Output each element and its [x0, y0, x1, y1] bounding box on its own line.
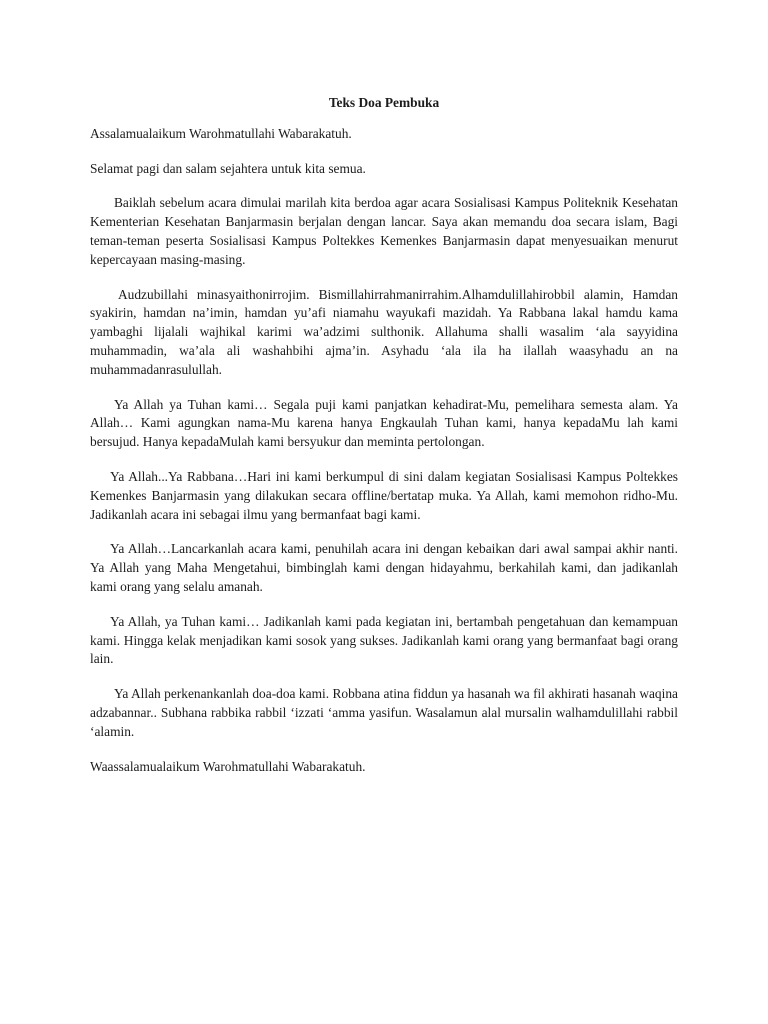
document-body — [90, 94, 678, 792]
paragraph-gathering: Ya Allah...Ya Rabbana…Hari ini kami berkumpul di sini dalam kegiatan Sosialisasi Kampus Poltekkes Kemenkes Banjarmasin yang dilakukan secara offline/bertatap muka. Ya Allah, kami memohon ridho-Mu. Jadikanlah acara ini sebagai ilmu yang bermanfaat bagi kami. — [90, 468, 678, 522]
paragraph-opening-prayer: Audzubillahi minasyaithonirrojim. Bismillahirrahmanirrahim.Alhamdulillahirobbil alamin, Hamdan syakirin, hamdan na’imin, hamdan yu’afi niamahu wayukafi mazidah. Ya Rabbana lakal hamdu kama yambaghi lijalali wajhikal karimi wa’adzimi sulthonik. Allahuma shalli wasalim ‘ala sayyidina muhammadin, wa’ala ali washahbihi ajma’in. Asyhadu ‘ala ila ha ilallah waasyhadu an na muhammadanrasulullah. — [90, 286, 678, 377]
salutation-line: Selamat pagi dan salam sejahtera untuk kita semua. — [90, 160, 366, 176]
paragraph-smooth-event: Ya Allah…Lancarkanlah acara kami, penuhilah acara ini dengan kebaikan dari awal sampai akhir nanti. Ya Allah yang Maha Mengetahui, bimbinglah kami dengan hidayahmu, berkahilah kami, dan jadikanlah kami orang yang selalu amanah. — [90, 541, 678, 594]
paragraph-knowledge: Ya Allah, ya Tuhan kami… Jadikanlah kami pada kegiatan ini, bertambah pengetahuan dan kemampuan kami. Hingga kelak menjadikan kami sosok yang sukses. Jadikanlah kami orang yang bermanfaat bagi orang lain. — [90, 613, 678, 667]
paragraph-closing-prayer: Ya Allah perkenankanlah doa-doa kami. Robbana atina fiddun ya hasanah wa fil akhirati hasanah waqina adzabannar.. Subhana rabbika rabbil ‘izzati ‘amma yasifun. Wasalamun alal mursalin walhamdulillahi rabbil ‘alamin. — [90, 686, 678, 739]
paragraph-intro: Baiklah sebelum acara dimulai marilah kita berdoa agar acara Sosialisasi Kampus Politeknik Kesehatan Kementerian Kesehatan Banjarmasin berjalan dengan lancar. Saya akan memandu doa secara islam, Bagi teman-teman peserta Sosialisasi Kampus Poltekkes Kemenkes Banjarmasin dapat menyesuaikan menurut kepercayaan masing-masing. — [90, 195, 678, 267]
greeting-line: Assalamualaikum Warohmatullahi Wabarakatuh. — [90, 125, 352, 141]
closing-line: Waassalamualaikum Warohmatullahi Wabarakatuh. — [90, 758, 366, 774]
paragraph-praise: Ya Allah ya Tuhan kami… Segala puji kami panjatkan kehadirat-Mu, pemelihara semesta alam. Ya Allah… Kami agungkan nama-Mu karena hanya Engkaulah Tuhan kami, hanya kepadaMu lah kami bersujud. Hanya kepadaMulah kami bersyukur dan meminta pertolongan. — [90, 396, 678, 450]
document-title: Teks Doa Pembuka — [328, 95, 440, 110]
